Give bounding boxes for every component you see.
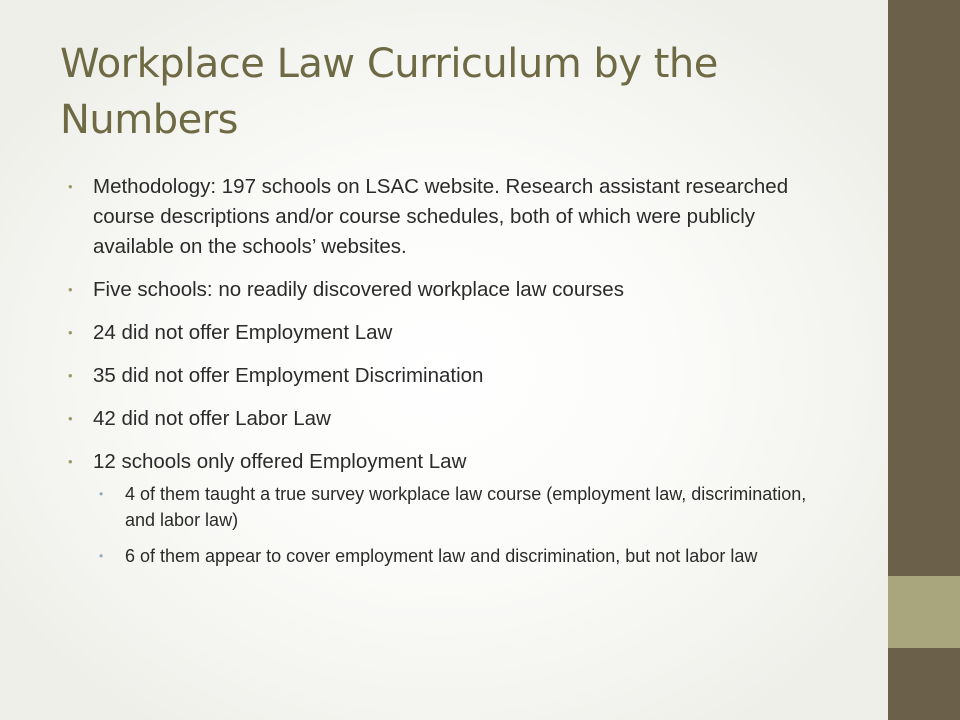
bullet-marker: •: [68, 179, 73, 194]
bullet-text: Methodology: 197 schools on LSAC website. Research assistant researched course descriptions and/or course schedules, both of which were publicly available on the schools’ websites.: [93, 175, 789, 258]
sidebar-accent-band: [888, 576, 960, 648]
bullet-item-labor-law: [68, 404, 808, 434]
bullet-marker: •: [68, 454, 73, 469]
slide-title: Workplace Law Curriculum by the Numbers: [60, 41, 718, 143]
bullet-item-employment-law: [68, 318, 808, 348]
bullet-text: 42 did not offer Labor Law: [93, 407, 331, 430]
bullet-marker: •: [68, 325, 73, 340]
bullet-text: Five schools: no readily discovered workplace law courses: [93, 278, 624, 301]
bullet-list: [68, 172, 808, 582]
sub-bullet-marker: •: [99, 487, 104, 501]
sub-bullet-list: [93, 481, 808, 569]
bullet-item-employment-discrimination: [68, 361, 808, 391]
sub-bullet-text: 4 of them taught a true survey workplace law course (employment law, discrimination, and labor law): [125, 484, 807, 530]
bullet-marker: •: [68, 282, 73, 297]
sub-bullet-item-no-labor-law: [99, 543, 815, 569]
sub-bullet-text: 6 of them appear to cover employment law and discrimination, but not labor law: [125, 546, 758, 566]
bullet-text: 35 did not offer Employment Discrimination: [93, 364, 484, 387]
bullet-marker: •: [68, 411, 73, 426]
sub-bullet-marker: •: [99, 549, 104, 563]
bullet-text: 24 did not offer Employment Law: [93, 321, 393, 344]
bullet-item-five-schools: [68, 275, 808, 305]
bullet-text: 12 schools only offered Employment Law: [93, 450, 467, 473]
sub-bullet-item-survey-course: [99, 481, 815, 533]
bullet-item-methodology: [68, 172, 808, 262]
bullet-item-only-employment-law: [68, 447, 808, 569]
bullet-marker: •: [68, 368, 73, 383]
